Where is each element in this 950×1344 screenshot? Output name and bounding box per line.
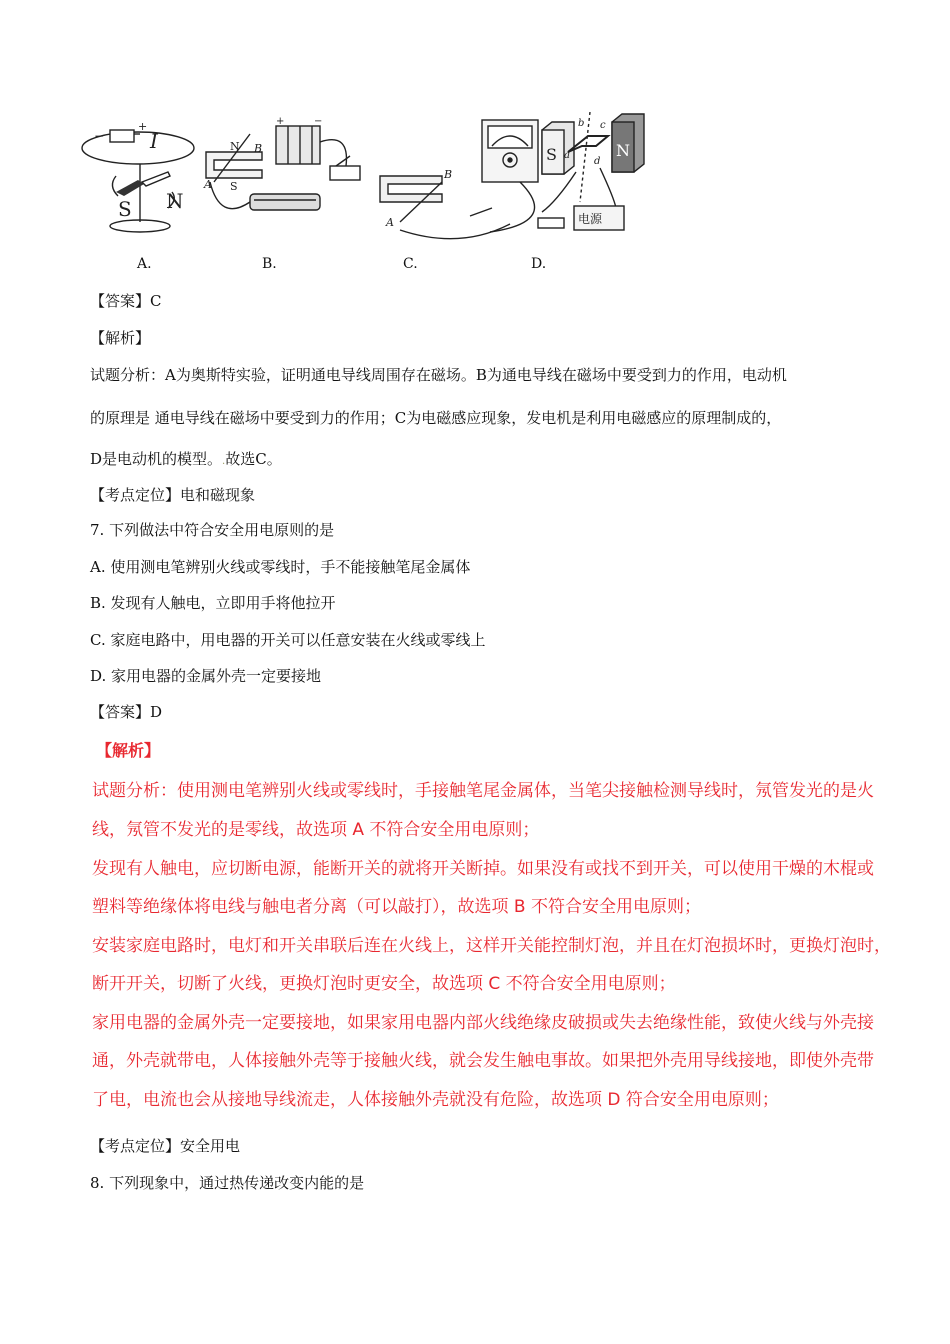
q7-option-b: B. 发现有人触电，立即用手将他拉开 (90, 594, 336, 612)
diagram-b-motor-principle (203, 116, 360, 210)
figure-label-c: C. (403, 256, 418, 272)
magnet-south-label: S (230, 180, 238, 193)
q6-answer: 【答案】C (90, 292, 162, 310)
q7-analysis-line-5: 安装家庭电路时，电灯和开关串联后连在火线上，这样开关能控制灯泡，并且在灯泡损坏时，更换灯泡时， (92, 936, 891, 956)
q7-analysis-line-7: 家用电器的金属外壳一定要接地，如果家用电器内部火线绝缘皮破损或失去绝缘性能，致使火线与外壳接 (92, 1013, 874, 1033)
q7-analysis-line-2: 线，氖管不发光的是零线，故选项 A 不符合安全用电原则； (92, 820, 540, 840)
q7-analysis-line-9: 了电，电流也会从接地导线流走，人体接触外壳就没有危险，故选项 D 符合安全用电原则； (92, 1090, 779, 1110)
figure-label-a: A. (137, 256, 152, 272)
q7-option-c: C. 家庭电路中，用电器的开关可以任意安装在火线或零线上 (90, 631, 486, 649)
battery-plus-label: + (138, 120, 148, 133)
diagram-d-motor-model (538, 112, 644, 230)
coil-a-label: a (564, 150, 570, 161)
coil-b-label: b (578, 118, 585, 129)
experiment-figure (80, 112, 680, 274)
q6-analysis-heading: 【解析】 (90, 329, 151, 347)
figure-label-b: B. (262, 256, 277, 272)
rod-c-a-label: A (386, 216, 394, 229)
rod-a-label: A (204, 178, 212, 191)
q8-question: 8. 下列现象中，通过热传递改变内能的是 (90, 1174, 365, 1192)
needle-north-label: N (166, 189, 184, 213)
q7-answer: 【答案】D (90, 703, 163, 721)
rod-c-b-label: B (444, 168, 453, 181)
q6-analysis-line-3 (90, 448, 282, 469)
coil-d-label: d (594, 156, 601, 167)
q7-question: 7. 下列做法中符合安全用电原则的是 (90, 521, 335, 539)
magnet-d-north-label: N (616, 141, 630, 160)
q7-option-a: A. 使用测电笔辨别火线或零线时，手不能接触笔尾金属体 (90, 558, 471, 576)
q6-analysis-line-2: 的原理是 通电导线在磁场中要受到力的作用；C为电磁感应现象，发电机是利用电磁感应的原理制成的， (90, 409, 782, 427)
q7-point: 【考点定位】安全用电 (90, 1137, 241, 1155)
figure-label-d: D. (531, 256, 547, 272)
magnet-north-label: N (230, 140, 240, 153)
q7-analysis-line-3: 发现有人触电，应切断电源，能断开关的就将开关断掉。如果没有或找不到开关，可以使用干燥的木棍或 (92, 859, 874, 879)
coil-c-label: c (600, 120, 606, 131)
current-label: I (150, 129, 158, 153)
q7-analysis-line-8: 通，外壳就带电，人体接触外壳等于接触火线，就会发生触电事故。如果把外壳用导线接地，即使外壳带 (92, 1051, 874, 1071)
stray-dot: . (222, 456, 226, 467)
q7-option-d: D. 家用电器的金属外壳一定要接地 (90, 667, 322, 685)
rod-b-label: B (254, 142, 263, 155)
q6-analysis-line-3-end: 故选C。 (225, 450, 282, 468)
battery-plus-b: + (276, 116, 285, 127)
q7-analysis-line-6: 断开开关，切断了火线，更换灯泡时更安全，故选项 C 不符合安全用电原则； (92, 974, 676, 994)
battery-minus-label: − (94, 129, 105, 143)
needle-south-label: S (118, 197, 132, 221)
q7-analysis-line-1: 试题分析：使用测电笔辨别火线或零线时，手接触笔尾金属体，当笔尖接触检测导线时，氖管发光的是火 (92, 781, 874, 801)
q7-analysis-line-4: 塑料等绝缘体将电线与触电者分离（可以敲打），故选项 B 不符合安全用电原则； (92, 897, 701, 917)
q6-analysis-line-1: 试题分析：A为奥斯特实验，证明通电导线周围存在磁场。B为通电导线在磁场中要受到力的作用，电动机 (90, 366, 787, 384)
battery-minus-b: − (314, 116, 323, 127)
magnet-d-south-label: S (546, 145, 557, 164)
diagram-c-induction (380, 120, 538, 239)
q6-analysis-line-3-text: D是电动机的模型。 (90, 450, 223, 468)
q6-point: 【考点定位】电和磁现象 (90, 486, 256, 504)
diagram-a-oersted (82, 120, 194, 232)
q7-analysis-heading: 【解析】 (96, 741, 161, 760)
power-supply-label: 电源 (578, 212, 603, 226)
